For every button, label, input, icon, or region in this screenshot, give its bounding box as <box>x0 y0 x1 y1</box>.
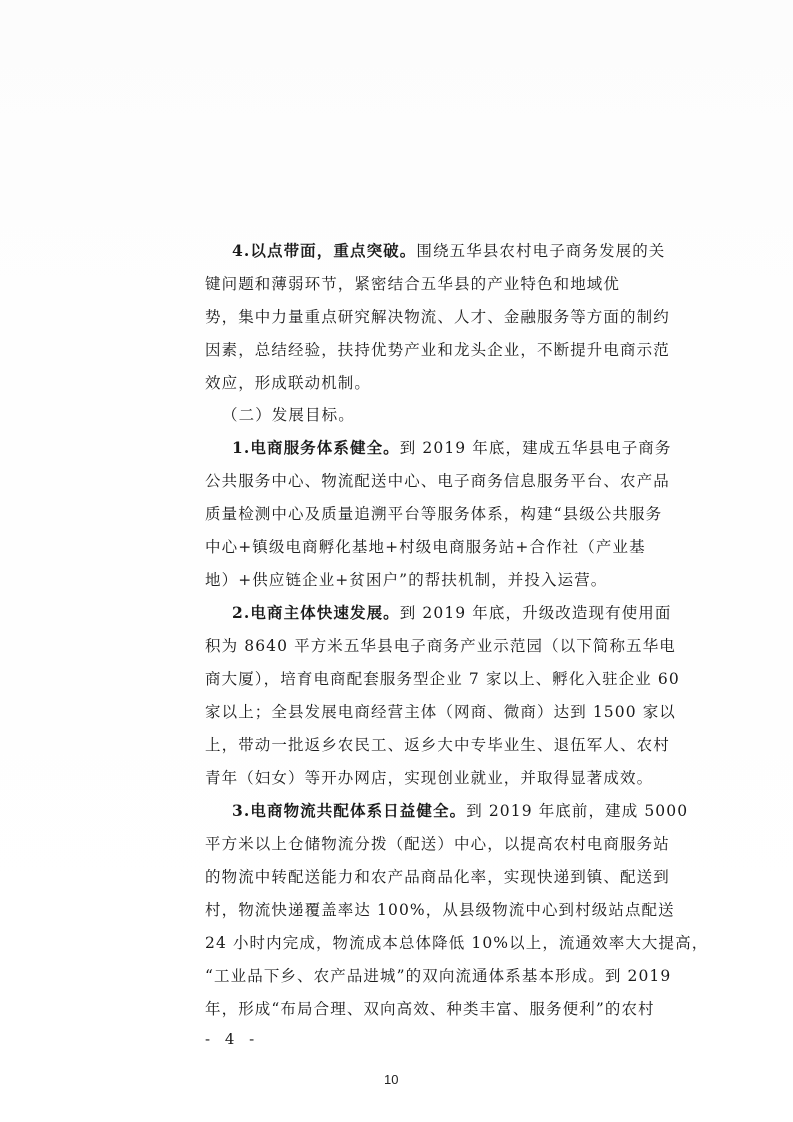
goal2-text-first: 到 2019 年底，升级改造现有使用面 <box>399 604 672 622</box>
item4-text-first: 围绕五华县农村电子商务发展的关 <box>416 242 666 260</box>
goal3-text-first: 到 2019 年底前，建成 5000 <box>466 802 689 820</box>
goal1-heading: 1.电商服务体系健全。 <box>232 438 400 457</box>
goal3-heading: 3.电商物流共配体系日益健全。 <box>232 801 467 820</box>
paragraph-line: 年，形成“布局合理、双向高效、种类丰富、服务便利”的农村 <box>205 1000 655 1018</box>
paragraph-line: 村，物流快递覆盖率达 100%，从县级物流中心到村级站点配送 <box>205 901 675 919</box>
paragraph-line: 质量检测中心及质量追溯平台等服务体系，构建“县级公共服务 <box>205 505 663 523</box>
paragraph-line: 效应，形成联动机制。 <box>205 374 372 392</box>
paragraph-line: 势，集中力量重点研究解决物流、人才、金融服务等方面的制约 <box>205 308 670 326</box>
paragraph-line: 青年（妇女）等开办网店，实现创业就业，并取得显著成效。 <box>205 769 654 787</box>
goal1-text-first: 到 2019 年底，建成五华县电子商务 <box>399 439 672 457</box>
item4-first-line <box>232 241 665 261</box>
paragraph-line: 键问题和薄弱环节，紧密结合五华县的产业特色和地域优 <box>205 275 621 293</box>
paragraph-line: 公共服务中心、物流配送中心、电子商务信息服务平台、农产品 <box>205 472 670 490</box>
paragraph-line: “工业品下乡、农产品进城”的双向流通体系基本形成。到 2019 <box>205 967 672 985</box>
paragraph-line: 24 小时内完成，物流成本总体降低 10%以上，流通效率大大提高， <box>205 934 709 952</box>
goal3-first-line <box>232 801 688 821</box>
goal2-heading: 2.电商主体快速发展。 <box>232 603 400 622</box>
goal2-first-line <box>232 603 672 623</box>
paragraph-line: 因素，总结经验，扶持优势产业和龙头企业，不断提升电商示范 <box>205 341 670 359</box>
section-heading: （二）发展目标。 <box>222 406 355 424</box>
paragraph-line: 地）+供应链企业+贫困户”的帮扶机制，并投入运营。 <box>205 571 608 589</box>
item4-heading: 4.以点带面，重点突破。 <box>232 241 417 260</box>
paragraph-line: 平方米以上仓储物流分拨（配送）中心，以提高农村电商服务站 <box>205 835 670 853</box>
page-marker: - 4 - <box>205 1030 260 1048</box>
goal1-first-line <box>232 438 672 458</box>
sheet-number: 10 <box>384 1072 399 1087</box>
paragraph-line: 商大厦），培育电商配套服务型企业 7 家以上、孵化入驻企业 60 <box>205 670 680 688</box>
paragraph-line: 积为 8640 平方米五华县电子商务产业示范园（以下简称五华电 <box>205 637 676 655</box>
paragraph-line: 的物流中转配送能力和农产品商品化率，实现快递到镇、配送到 <box>205 868 670 886</box>
paragraph-line: 家以上；全县发展电商经营主体（网商、微商）达到 1500 家以 <box>205 703 676 721</box>
paragraph-line: 中心+镇级电商孵化基地+村级电商服务站+合作社（产业基 <box>205 538 646 556</box>
paragraph-line: 上，带动一批返乡农民工、返乡大中专毕业生、退伍军人、农村 <box>205 736 670 754</box>
